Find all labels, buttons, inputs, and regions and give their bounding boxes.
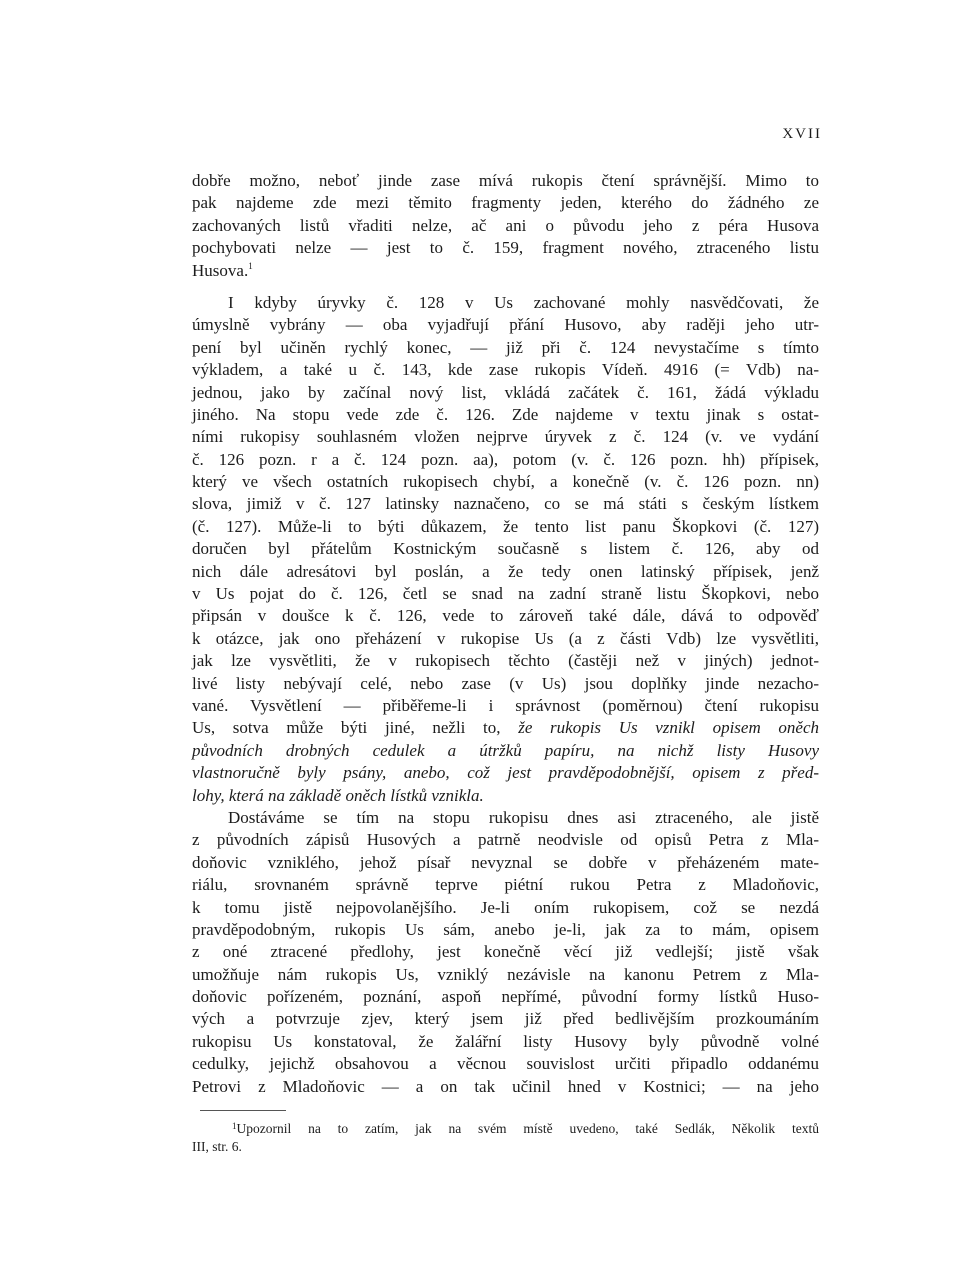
text-line: livé listy nebývají celé, nebo zase (v Us) jsou doplňky jinde nezacho- bbox=[192, 673, 819, 693]
footnote-reference: 1 bbox=[248, 260, 253, 271]
text-line: umožňuje nám rukopis Us, vzniklý nezávisle na kanonu Petrem z Mla- bbox=[192, 964, 819, 984]
italic-text: že rukopis Us vznikl opisem oněch bbox=[518, 718, 819, 738]
text-line: slova, jimiž v č. 127 latinsky naznačeno, co se má státi s českým lístkem bbox=[192, 494, 819, 514]
italic-text-line: lohy, která na základě oněch lístků vznikla. bbox=[192, 785, 484, 805]
text-line: doňovic pořízeném, poznání, aspoň nepřímé, původní formy lístků Huso- bbox=[192, 987, 819, 1007]
text-line: pení byl učiněn rychlý konec, — již při č. 124 nevystačíme s tímto bbox=[192, 337, 819, 357]
text-line: Dostáváme se tím na stopu rukopisu dnes asi ztraceného, ale jistě bbox=[228, 807, 819, 827]
text-line: vané. Vysvětlení — přiběřeme-li i správnost (poměrnou) čtení rukopisu bbox=[192, 695, 819, 715]
paragraph-1 bbox=[192, 170, 819, 282]
footnote bbox=[192, 1120, 819, 1156]
paragraph-3 bbox=[192, 807, 819, 1098]
text-line: vých a potvrzuje zjev, který jsem již před bedlivějším prozkoumáním bbox=[192, 1009, 819, 1029]
text-span: Us, sotva může býti jiné, nežli to, bbox=[192, 718, 519, 738]
text-line: z původních zápisů Husových a patrně neodvisle od opisů Petra z Mla- bbox=[192, 830, 819, 850]
text-line: č. 126 pozn. r a č. 124 pozn. aa), potom (v. č. 126 pozn. hh) přípisek, bbox=[192, 449, 819, 469]
footnote-separator bbox=[200, 1110, 286, 1111]
footnote-mark: 1 bbox=[232, 1121, 237, 1131]
text-line: který ve všech ostatních rukopisech chybí, a konečně (v. č. 126 pozn. nn) bbox=[192, 472, 819, 492]
text-line: nich dále adresátovi byl poslán, a že tedy onen latinský přípisek, jenž bbox=[192, 561, 819, 581]
footnote-line bbox=[192, 1120, 819, 1138]
text-line bbox=[192, 717, 819, 739]
text-line: úmyslně vybrány — oba vyjadřují přání Husovo, aby raději jeho utr- bbox=[192, 315, 819, 335]
text-line: pravděpodobným, rukopis Us sám, anebo je-li, jak za to mám, opisem bbox=[192, 919, 819, 939]
text-span: Husova. bbox=[192, 260, 249, 280]
footnote-text: Upozornil na to zatím, jak na svém místě uvedeno, také Sedlák, Několik textů bbox=[236, 1121, 819, 1136]
paragraph-2 bbox=[192, 292, 819, 807]
text-line: cedulky, jejichž obsahovou a věcnou souvislost určiti připadlo oddanému bbox=[192, 1054, 819, 1074]
text-line: k tomu jistě nejpovolanějšího. Je-li oním rukopisem, což se nezdá bbox=[192, 897, 819, 917]
text-line: rukopisu Us konstatoval, že žalářní listy Husovy byly původně volné bbox=[192, 1031, 819, 1051]
text-line: z oné ztracené předlohy, jest konečně věcí již vedlejší; jistě však bbox=[192, 942, 819, 962]
text-line: (č. 127). Může-li to býti důkazem, že tento list panu Škopkovi (č. 127) bbox=[192, 516, 819, 536]
text-line: jednou, jako by začínal nový list, vkládá začátek č. 161, žádá výkladu bbox=[192, 382, 819, 402]
text-line: Petrovi z Mladoňovic — a on tak učinil hned v Kostnici; — na jeho bbox=[192, 1076, 819, 1096]
text-line bbox=[192, 260, 819, 282]
text-line: připsán v doušce k č. 126, vede to zároveň také dále, dává to odpověď bbox=[192, 606, 819, 626]
text-line: jak lze vysvětliti, že v rukopisech těchto (častěji než v jiných) jednot- bbox=[192, 651, 819, 671]
body-text bbox=[192, 170, 819, 1098]
text-line: pak najdeme zde mezi těmito fragmenty jeden, kterého do žádného ze bbox=[192, 193, 819, 213]
footnote-line: III, str. 6. bbox=[192, 1139, 242, 1154]
italic-text-line: původních drobných cedulek a útržků papíru, na nichž listy Husovy bbox=[192, 740, 819, 760]
text-line: dobře možno, neboť jinde zase mívá rukopis čtení správnější. Mimo to bbox=[192, 171, 819, 190]
text-line: riálu, srovnaném správně teprve piétní rukou Petra z Mladoňovic, bbox=[192, 875, 819, 895]
text-line: v Us pojat do č. 126, četl se snad na zadní straně listu Škopkovi, nebo bbox=[192, 584, 819, 604]
text-line: pochybovati nelze — jest to č. 159, fragment nového, ztraceného listu bbox=[192, 238, 819, 258]
text-line: výkladem, a také u č. 143, kde zase rukopis Vídeň. 4916 (= Vdb) na- bbox=[192, 360, 819, 380]
text-line: zachovaných listů vřaditi nelze, ač ani o původu jeho z péra Husova bbox=[192, 215, 819, 235]
italic-text-line: vlastnoručně byly psány, anebo, což jest pravděpodobnější, opisem z před- bbox=[192, 763, 819, 783]
text-line: doručen byl přátelům Kostnickým současně s listem č. 126, aby od bbox=[192, 539, 819, 559]
text-line: k otázce, jak ono přeházení v rukopise Us (a z části Vdb) lze vysvětliti, bbox=[192, 628, 819, 648]
text-line: jiného. Na stopu vede zde č. 126. Zde najdeme v textu jinak s ostat- bbox=[192, 404, 819, 424]
text-line: ními rukopisy souhlasném vložen nejprve úryvek z č. 124 (v. ve vydání bbox=[192, 427, 819, 447]
text-line: I kdyby úryvky č. 128 v Us zachované mohly nasvědčovati, že bbox=[228, 292, 819, 312]
text-line: doňovic vzniklého, jehož písař nevyznal se dobře v přeházeném mate- bbox=[192, 852, 819, 872]
page-number: XVII bbox=[782, 126, 822, 142]
